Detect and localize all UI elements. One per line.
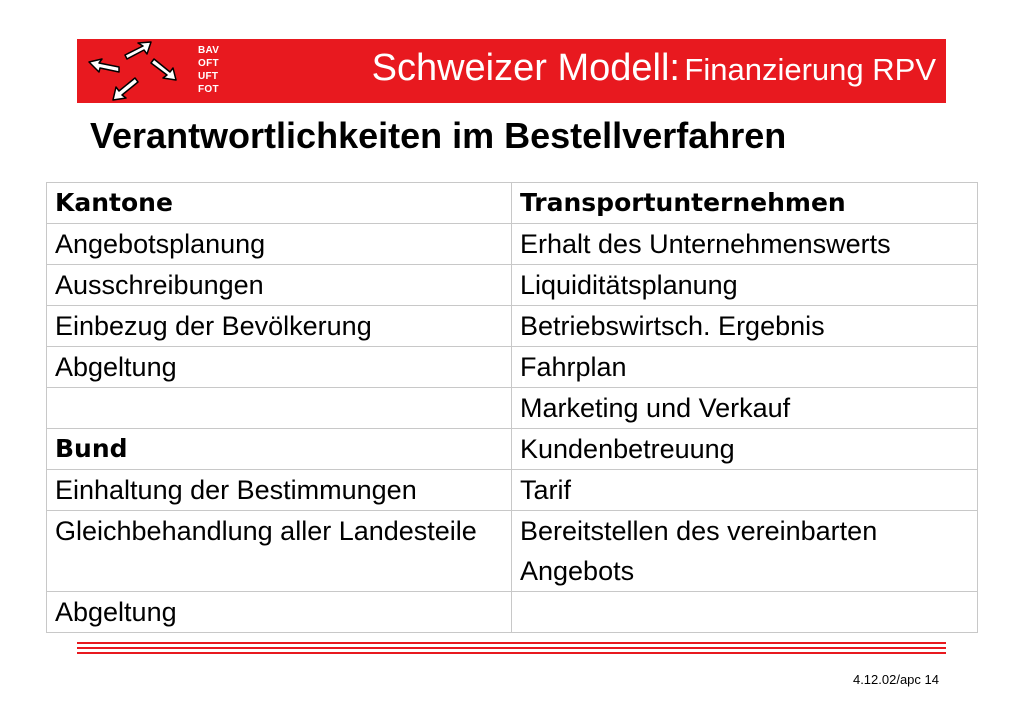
cell-left: Einhaltung der Bestimmungen — [47, 470, 512, 511]
agency-code-en: FOT — [198, 84, 219, 95]
cell-left: Abgeltung — [47, 592, 512, 633]
table-row — [47, 470, 978, 511]
agency-code-fr: OFT — [198, 58, 219, 69]
agency-codes — [198, 44, 219, 96]
footer-divider — [77, 642, 946, 657]
cell-left: Angebotsplanung — [47, 224, 512, 265]
table-row — [47, 511, 978, 592]
agency-code-it: UFT — [198, 71, 219, 82]
footer-line — [77, 647, 946, 649]
cell-right: Marketing und Verkauf — [512, 388, 978, 429]
cell-right: Kundenbetreuung — [512, 429, 978, 470]
cell-left: Abgeltung — [47, 347, 512, 388]
four-arrows-icon — [87, 41, 197, 101]
cell-left: Einbezug der Bevölkerung — [47, 306, 512, 347]
cell-right: Bereitstellen des vereinbarten Angebots — [512, 511, 978, 592]
cell-right — [512, 592, 978, 633]
slide-reference: 4.12.02/apc 14 — [852, 672, 939, 687]
header-bar — [77, 39, 946, 103]
table-row — [47, 265, 978, 306]
agency-code-de: BAV — [198, 45, 220, 56]
cell-left — [47, 388, 512, 429]
cell-right: Liquiditätsplanung — [512, 265, 978, 306]
header-title-sub: Finanzierung RPV — [684, 52, 936, 87]
cell-left: Ausschreibungen — [47, 265, 512, 306]
table-row — [47, 347, 978, 388]
header-title — [372, 47, 936, 90]
footer-line — [77, 652, 946, 654]
page-title: Verantwortlichkeiten im Bestellverfahren — [90, 115, 787, 156]
cell-right: Betriebswirtsch. Ergebnis — [512, 306, 978, 347]
cell-right: Erhalt des Unternehmenswerts — [512, 224, 978, 265]
table-row — [47, 183, 978, 224]
cell-left: Kantone — [47, 183, 512, 224]
table-row — [47, 429, 978, 470]
table-body — [47, 183, 978, 633]
cell-right: Fahrplan — [512, 347, 978, 388]
cell-left: Bund — [47, 429, 512, 470]
cell-right: Transportunternehmen — [512, 183, 978, 224]
header-title-main: Schweizer Modell: — [371, 47, 680, 89]
footer-line — [77, 642, 946, 644]
table-row — [47, 224, 978, 265]
table-row — [47, 306, 978, 347]
table-row — [47, 388, 978, 429]
responsibilities-table — [46, 182, 978, 633]
cell-right: Tarif — [512, 470, 978, 511]
cell-left: Gleichbehandlung aller Landesteile — [47, 511, 512, 592]
table-row — [47, 592, 978, 633]
